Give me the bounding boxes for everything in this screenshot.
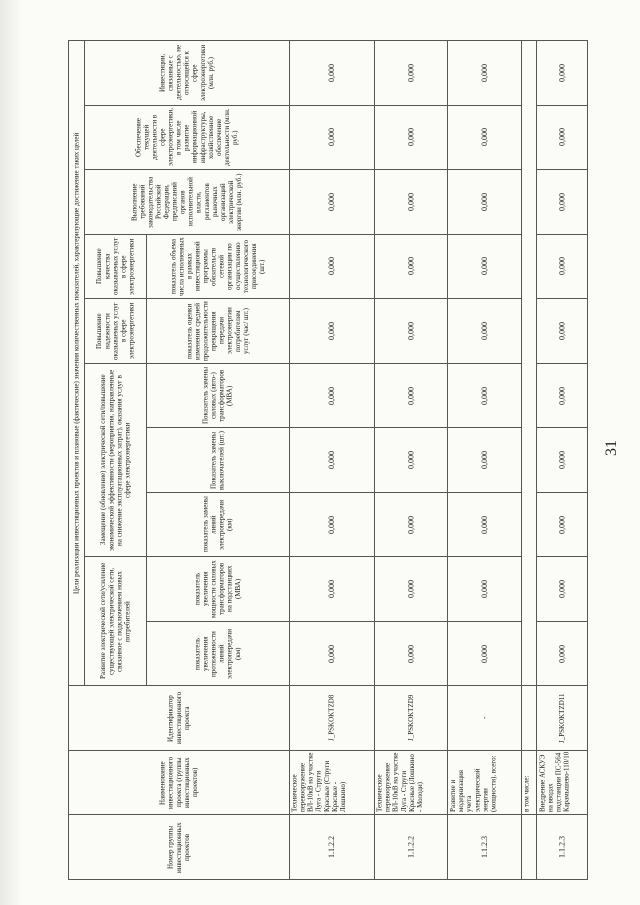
page-number: 31 bbox=[603, 440, 620, 456]
header-goal-2: Замещение (обновление) электрической сети/повышение экономической эффективности (мероприятия, направленные на снижение эксплуатационных затрат), оказания услуг в сфере электроэнергетики bbox=[84, 363, 146, 557]
row-value: 0,000 bbox=[537, 428, 588, 493]
row-value: 0,000 bbox=[289, 557, 374, 622]
header-goal-1: Развитие электрической сети/усиление существующей электрической сети, связанное с подключением новых потребителей bbox=[84, 557, 146, 686]
row-value: 0,000 bbox=[448, 363, 522, 428]
row-value: 0,000 bbox=[537, 299, 588, 364]
row-number: 1.1.2.3 bbox=[537, 815, 588, 880]
row-number: 1.1.2.2 bbox=[374, 815, 448, 880]
row-value: 0,000 bbox=[374, 621, 448, 686]
row-value: 0,000 bbox=[537, 234, 588, 299]
row-value: 0,000 bbox=[374, 299, 448, 364]
row-value: 0,000 bbox=[448, 428, 522, 493]
row-value: 0,000 bbox=[537, 621, 588, 686]
row-value: 0,000 bbox=[448, 492, 522, 557]
table-row bbox=[374, 41, 448, 880]
header-indicator-6: показатель оценки изменения средней продолжительности прекращения передачи электроэнергии потребителям услуг (час/ шт.) bbox=[146, 299, 289, 364]
row-value: 0,000 bbox=[289, 363, 374, 428]
header-row-1 bbox=[69, 41, 85, 880]
row-value: 0,000 bbox=[374, 41, 448, 106]
row-project-name: в том числе: bbox=[521, 750, 537, 815]
row-value: 0,000 bbox=[374, 170, 448, 235]
header-indicator-7: показатель объема числа исполненных в рамках инвестиционной программы обязательств сетевой организации по осуществлению технологического присоединения (шт.) bbox=[146, 234, 289, 299]
header-goal-6: Обеспечение текущей деятельности в сфере электроэнергетики, в том числе развитие информационной инфраструктуры, хозяйственное обеспечение деятельности (млн. руб.) bbox=[84, 105, 289, 170]
row-value: 0,000 bbox=[448, 170, 522, 235]
table-row bbox=[537, 41, 588, 880]
row-project-name: Внедрение АСКУЭ на вводах подстанции ПС-564 Карамышево-110/10 bbox=[537, 750, 588, 815]
row-value: 0,000 bbox=[374, 492, 448, 557]
row-value: 0,000 bbox=[374, 557, 448, 622]
row-empty-values bbox=[521, 41, 537, 686]
row-value: 0,000 bbox=[448, 41, 522, 106]
row-value: 0,000 bbox=[374, 234, 448, 299]
row-value: 0,000 bbox=[448, 105, 522, 170]
table-row bbox=[521, 41, 537, 880]
row-project-name: Развитие и модернизация учета электрической энергии (мощности), всего: bbox=[448, 750, 522, 815]
row-value: 0,000 bbox=[289, 41, 374, 106]
row-value: 0,000 bbox=[448, 234, 522, 299]
row-value: 0,000 bbox=[537, 170, 588, 235]
row-number bbox=[521, 815, 537, 880]
row-value: 0,000 bbox=[537, 557, 588, 622]
row-number: 1.1.2.3 bbox=[448, 815, 522, 880]
header-goal-3: Повышение надежности оказываемых услуг в сфере электроэнергетики bbox=[84, 299, 146, 364]
row-value: 0,000 bbox=[289, 170, 374, 235]
investment-table-full bbox=[68, 40, 588, 880]
row-project-id: J_PSKOKTZD8 bbox=[289, 686, 374, 751]
row-project-id bbox=[521, 686, 537, 751]
header-project-id: Идентификатор инвестиционного проекта bbox=[69, 686, 290, 751]
row-number: 1.1.2.2 bbox=[289, 815, 374, 880]
row-project-id: - bbox=[448, 686, 522, 751]
scan-margin bbox=[0, 0, 22, 905]
header-group-number: Номер группы инвестиционных проектов bbox=[69, 815, 290, 880]
row-value: 0,000 bbox=[374, 363, 448, 428]
header-project-name: Наименование инвестиционного проекта (группы инвестиционных проектов) bbox=[69, 750, 290, 815]
row-value: 0,000 bbox=[537, 363, 588, 428]
row-value: 0,000 bbox=[289, 105, 374, 170]
row-value: 0,000 bbox=[448, 557, 522, 622]
row-value: 0,000 bbox=[289, 299, 374, 364]
header-indicator-4: Показатель замены выключателей (шт.) bbox=[146, 428, 289, 493]
header-goal-5: Выполнение требований законодательства Российской Федерации, предписаний органов исполнительной власти, регламентов рыночных организаций электрической энергии (млн. руб.) bbox=[84, 170, 289, 235]
row-value: 0,000 bbox=[289, 621, 374, 686]
row-value: 0,000 bbox=[289, 428, 374, 493]
row-value: 0,000 bbox=[537, 492, 588, 557]
header-goals: Цели реализации инвестиционных проектов и плановые (фактические) значения количественных показателей, характеризующие достижение таких целей bbox=[69, 41, 85, 686]
header-indicator-1: показатель увеличения протяженности линий электропередачи (км) bbox=[146, 621, 289, 686]
header-indicator-3: показатель замены линий электропередачи (км) bbox=[146, 492, 289, 557]
row-project-name: Техническое перевооружение ВЛ-10кВ на участке Луга - Струги Красные (Струги Красные - Лошкино) bbox=[289, 750, 374, 815]
header-goal-7: Инвестиции, связанные с деятельностью, не относящейся к сфере электроэнергетики (млн. руб.) bbox=[84, 41, 289, 106]
row-value: 0,000 bbox=[537, 105, 588, 170]
header-indicator-5: Показатель замены силовых (авто-) трансформаторов (МВА) bbox=[146, 363, 289, 428]
row-value: 0,000 bbox=[374, 428, 448, 493]
row-value: 0,000 bbox=[289, 234, 374, 299]
row-value: 0,000 bbox=[537, 41, 588, 106]
row-project-id: J_PSKOKTZD11 bbox=[537, 686, 588, 751]
header-goal-4: Повышение качества оказываемых услуг в сфере электроэнергетики bbox=[84, 234, 146, 299]
row-project-id: J_PSKOKTZD9 bbox=[374, 686, 448, 751]
row-project-name: Техническое перевооружение ВЛ-10кВ на участке Луга - Струги Красные (Лошкино - Молоди) bbox=[374, 750, 448, 815]
row-value: 0,000 bbox=[448, 299, 522, 364]
table-row bbox=[289, 41, 374, 880]
table-row bbox=[448, 41, 522, 880]
row-value: 0,000 bbox=[374, 105, 448, 170]
row-value: 0,000 bbox=[289, 492, 374, 557]
row-value: 0,000 bbox=[448, 621, 522, 686]
header-indicator-2: показатель увеличения мощности силовых трансформаторов на подстанциях (МВА) bbox=[146, 557, 289, 622]
